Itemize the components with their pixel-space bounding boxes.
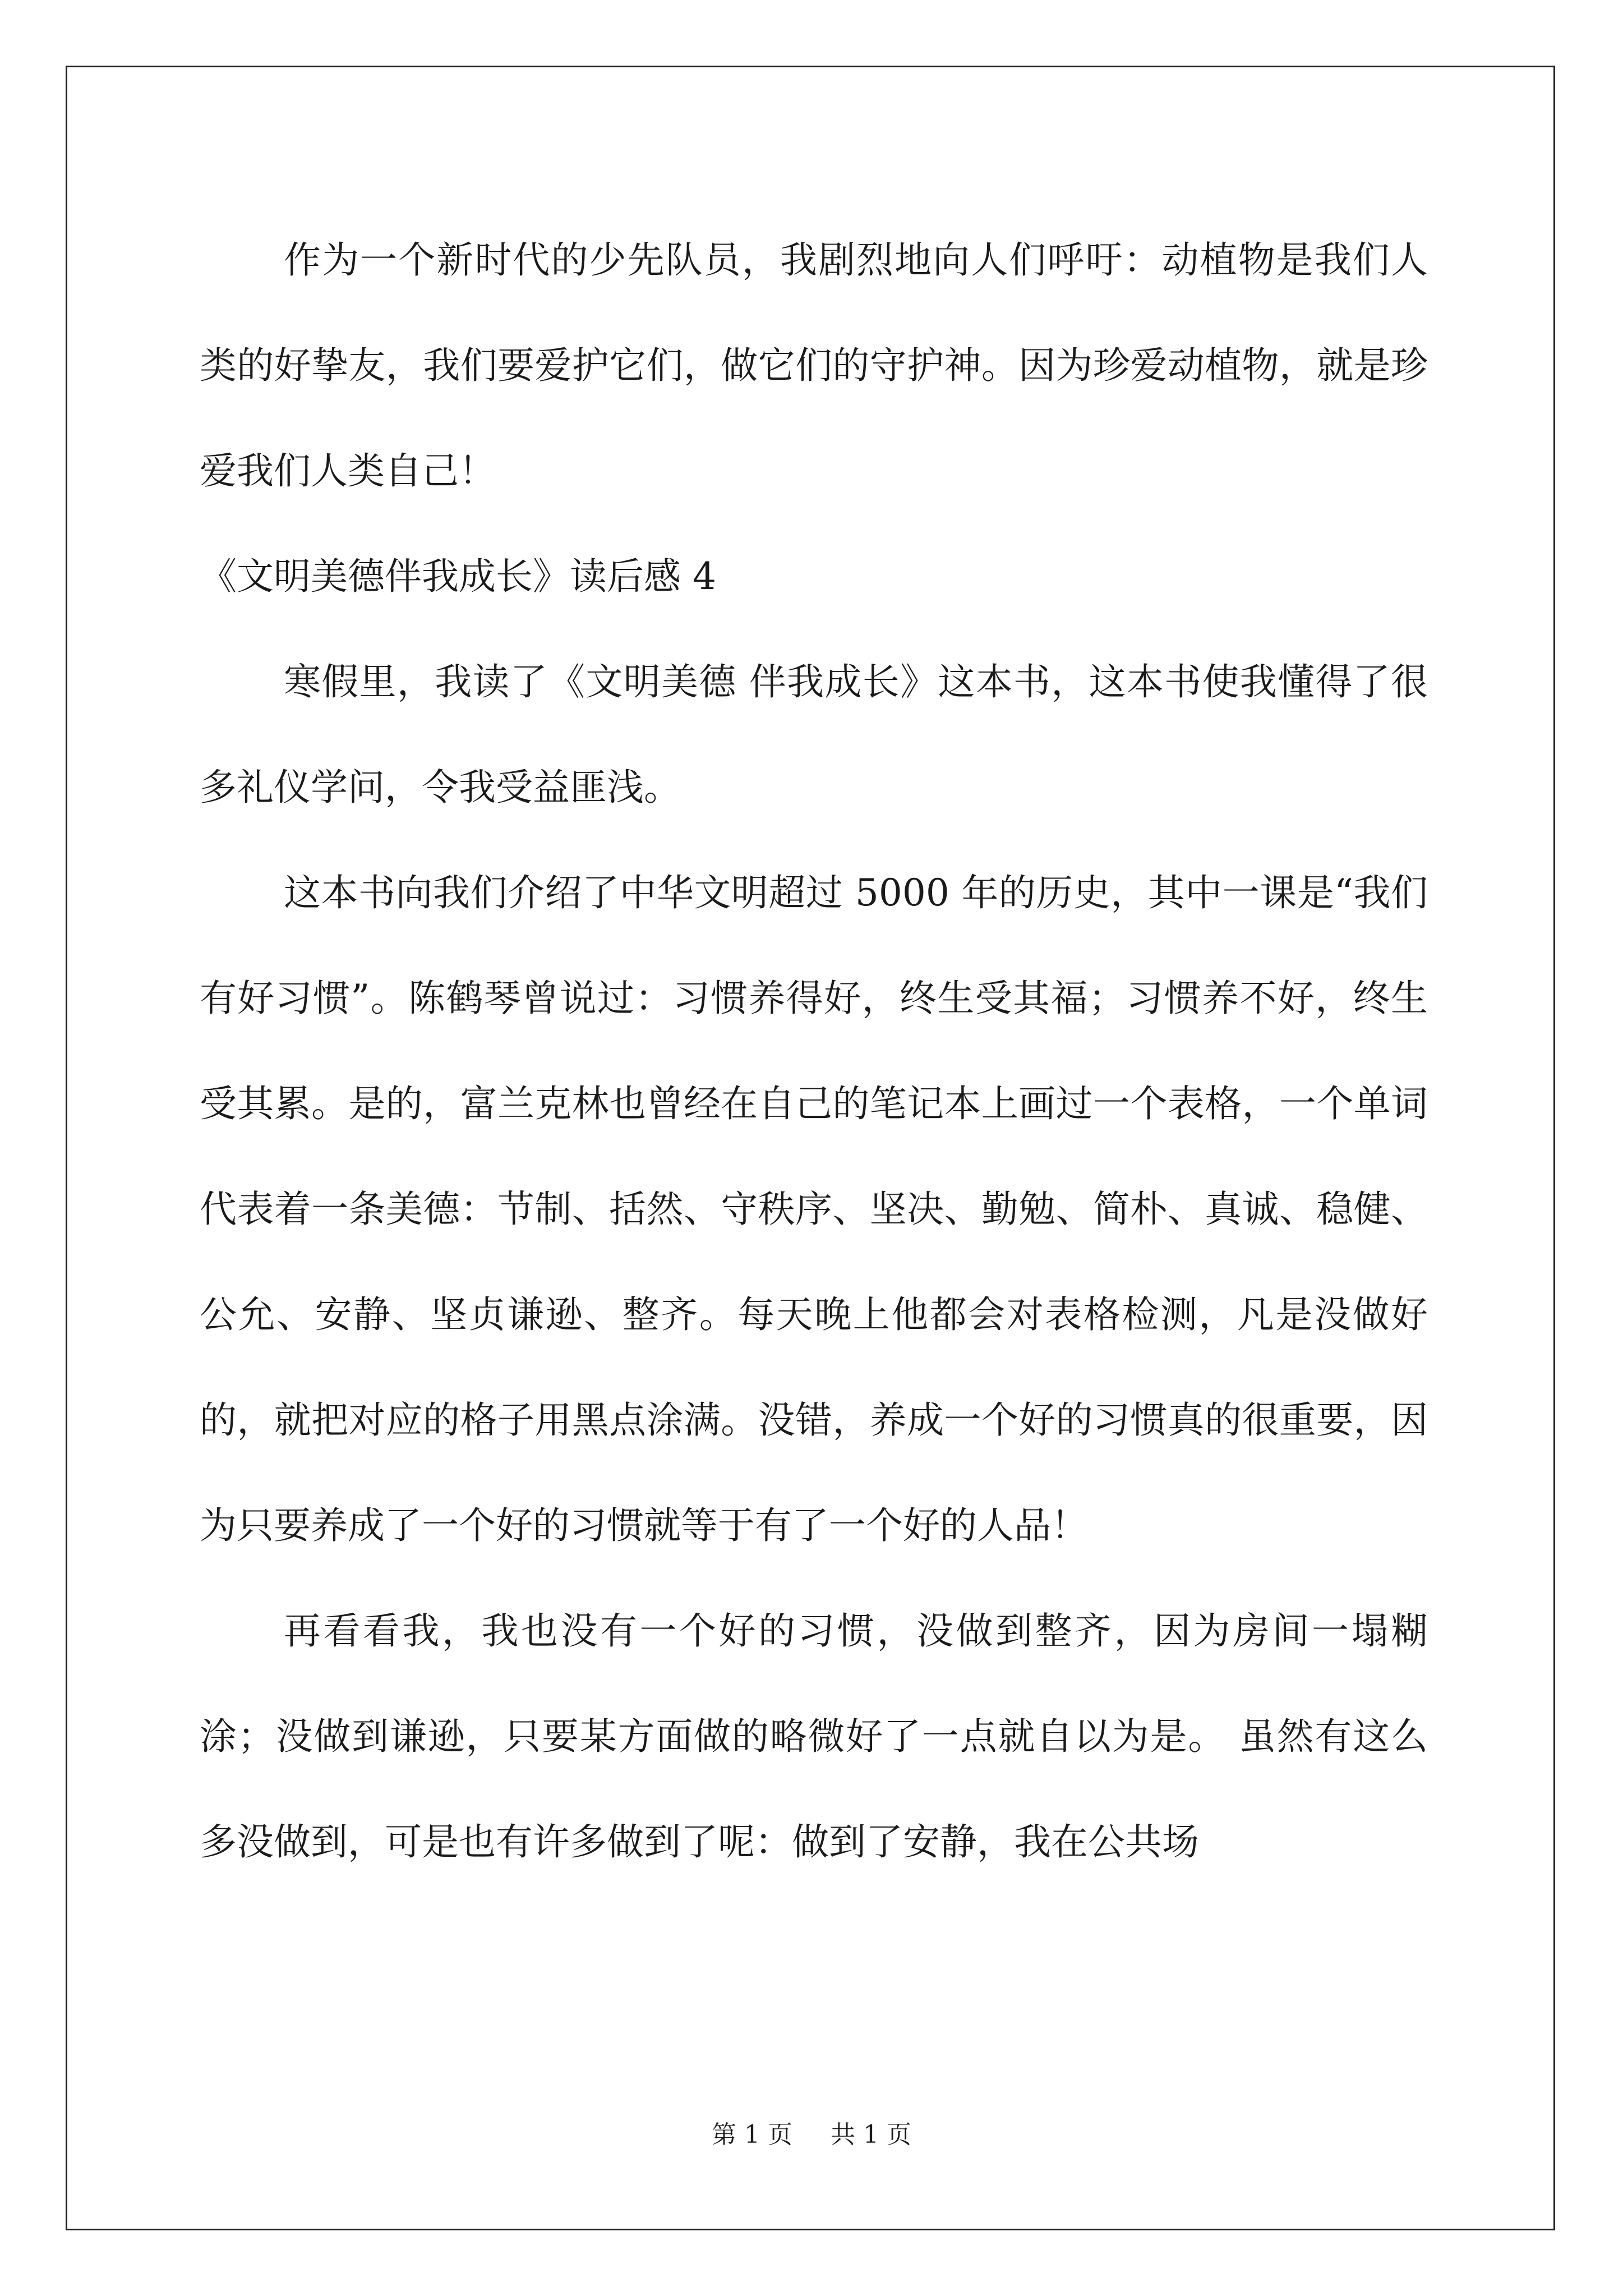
document-body	[200, 208, 1428, 1895]
paragraph: 寒假里，我读了《文明美德 伴我成长》这本书，这本书使我懂得了很多礼仪学问，令我受益匪浅。	[200, 660, 1428, 809]
page-footer	[0, 2118, 1623, 2152]
section-heading: 《文明美德伴我成长》读后感 4	[200, 555, 716, 598]
paragraph: 作为一个新时代的少先队员，我剧烈地向人们呼吁：动植物是我们人类的好挚友，我们要爱护它们，做它们的守护神。因为珍爱动植物，就是珍爱我们人类自己！	[200, 238, 1428, 493]
page-number-total: 共 1 页	[831, 2120, 911, 2149]
paragraph: 这本书向我们介绍了中华文明超过 5000 年的历史，其中一课是“我们有好习惯”。陈鹤琴曾说过：习惯养得好，终生受其福；习惯养不好，终生受其累。是的，富兰克林也曾经在自己的笔记本上画过一个表格，一个单词代表着一条美德：节制、括然、守秩序、坚决、勤勉、简朴、真诚、稳健、公允、安静、坚贞谦逊、整齐。每天晚上他都会对表格检测，凡是没做好的，就把对应的格子用黑点涂满。没错，养成一个好的习惯真的很重要，因为只要养成了一个好的习惯就等于有了一个好的人品！	[200, 871, 1428, 1547]
paragraph: 再看看我，我也没有一个好的习惯，没做到整齐，因为房间一塌糊涂；没做到谦逊，只要某方面做的略微好了一点就自以为是。 虽然有这么多没做到，可是也有许多做到了呢：做到了安静，我在公共场	[200, 1609, 1428, 1864]
page-number-current: 第 1 页	[712, 2120, 792, 2149]
